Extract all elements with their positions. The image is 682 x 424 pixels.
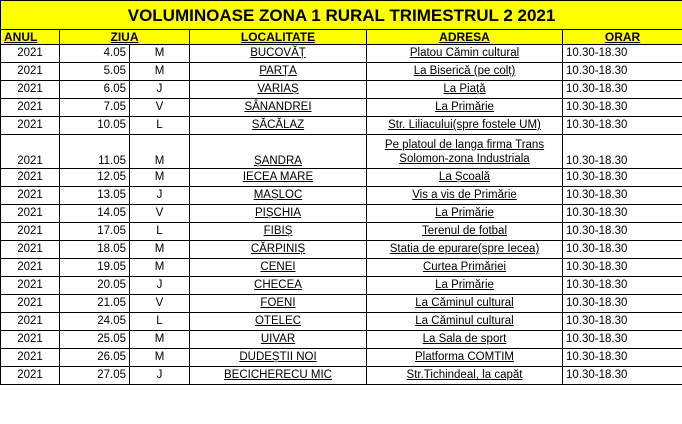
- locality-cell[interactable]: DUDEȘTII NOI: [190, 349, 367, 367]
- header-address[interactable]: ADRESA: [367, 30, 563, 45]
- weekday-cell[interactable]: M: [130, 169, 190, 187]
- table-row: [1, 277, 682, 295]
- header-row: [1, 30, 682, 45]
- table-row: [1, 45, 682, 63]
- weekday-cell[interactable]: M: [130, 349, 190, 367]
- year-cell[interactable]: 2021: [1, 241, 60, 259]
- locality-cell[interactable]: SĂCĂLAZ: [190, 117, 367, 135]
- hours-cell[interactable]: 10.30-18.30: [563, 277, 682, 295]
- address-cell[interactable]: La Școală: [367, 169, 563, 187]
- table-row: [1, 117, 682, 135]
- weekday-cell[interactable]: J: [130, 187, 190, 205]
- address-cell[interactable]: La Primărie: [367, 205, 563, 223]
- table-row: [1, 223, 682, 241]
- address-cell[interactable]: Curtea Primăriei: [367, 259, 563, 277]
- weekday-cell[interactable]: L: [130, 223, 190, 241]
- date-cell[interactable]: 18.05: [60, 241, 130, 259]
- locality-cell[interactable]: SÂNANDREI: [190, 99, 367, 117]
- year-cell[interactable]: 2021: [1, 99, 60, 117]
- date-cell[interactable]: 27.05: [60, 367, 130, 385]
- hours-cell[interactable]: 10.30-18.30: [563, 63, 682, 81]
- hours-cell[interactable]: 10.30-18.30: [563, 223, 682, 241]
- address-cell[interactable]: La Sala de sport: [367, 331, 563, 349]
- locality-cell[interactable]: IECEA MARE: [190, 169, 367, 187]
- hours-cell[interactable]: 10.30-18.30: [563, 45, 682, 63]
- year-cell[interactable]: 2021: [1, 169, 60, 187]
- hours-cell[interactable]: 10.30-18.30: [563, 187, 682, 205]
- table-row: [1, 135, 682, 169]
- weekday-cell[interactable]: M: [130, 63, 190, 81]
- year-cell[interactable]: 2021: [1, 135, 60, 169]
- table-row: [1, 169, 682, 187]
- address-cell[interactable]: Terenul de fotbal: [367, 223, 563, 241]
- date-cell[interactable]: 10.05: [60, 117, 130, 135]
- hours-cell[interactable]: 10.30-18.30: [563, 259, 682, 277]
- weekday-cell[interactable]: V: [130, 99, 190, 117]
- locality-cell[interactable]: VARIAȘ: [190, 81, 367, 99]
- locality-cell[interactable]: FIBIȘ: [190, 223, 367, 241]
- header-schedule[interactable]: ORAR: [563, 30, 682, 45]
- hours-cell[interactable]: 10.30-18.30: [563, 169, 682, 187]
- date-cell[interactable]: 12.05: [60, 169, 130, 187]
- weekday-cell[interactable]: M: [130, 241, 190, 259]
- date-cell[interactable]: 17.05: [60, 223, 130, 241]
- table-row: [1, 331, 682, 349]
- table-row: [1, 295, 682, 313]
- date-cell[interactable]: 13.05: [60, 187, 130, 205]
- weekday-cell[interactable]: L: [130, 313, 190, 331]
- table-row: [1, 241, 682, 259]
- table-row: [1, 187, 682, 205]
- table-row: [1, 99, 682, 117]
- weekday-cell[interactable]: M: [130, 259, 190, 277]
- date-cell[interactable]: 25.05: [60, 331, 130, 349]
- date-cell[interactable]: 26.05: [60, 349, 130, 367]
- year-cell[interactable]: 2021: [1, 45, 60, 63]
- address-cell[interactable]: Pe platoul de langa firma Trans Solomon-zona Industriala: [367, 135, 563, 169]
- hours-cell[interactable]: 10.30-18.30: [563, 349, 682, 367]
- table-row: [1, 313, 682, 331]
- year-cell[interactable]: 2021: [1, 295, 60, 313]
- weekday-cell[interactable]: V: [130, 295, 190, 313]
- date-cell[interactable]: 19.05: [60, 259, 130, 277]
- weekday-cell[interactable]: M: [130, 331, 190, 349]
- address-cell[interactable]: La Primărie: [367, 99, 563, 117]
- hours-cell[interactable]: 10.30-18.30: [563, 81, 682, 99]
- year-cell[interactable]: 2021: [1, 331, 60, 349]
- date-cell[interactable]: 21.05: [60, 295, 130, 313]
- year-cell[interactable]: 2021: [1, 313, 60, 331]
- locality-cell[interactable]: ȘANDRA: [190, 135, 367, 169]
- locality-cell[interactable]: BUCOVĂȚ: [190, 45, 367, 63]
- date-cell[interactable]: 6.05: [60, 81, 130, 99]
- weekday-cell[interactable]: L: [130, 117, 190, 135]
- locality-cell[interactable]: UIVAR: [190, 331, 367, 349]
- hours-cell[interactable]: 10.30-18.30: [563, 99, 682, 117]
- weekday-cell[interactable]: M: [130, 45, 190, 63]
- hours-cell[interactable]: 10.30-18.30: [563, 241, 682, 259]
- table-row: [1, 349, 682, 367]
- weekday-cell[interactable]: J: [130, 277, 190, 295]
- hours-cell[interactable]: 10.30-18.30: [563, 295, 682, 313]
- hours-cell[interactable]: 10.30-18.30: [563, 135, 682, 169]
- date-cell[interactable]: 7.05: [60, 99, 130, 117]
- address-cell[interactable]: Vis a vis de Primărie: [367, 187, 563, 205]
- locality-cell[interactable]: CENEI: [190, 259, 367, 277]
- table-row: [1, 259, 682, 277]
- locality-cell[interactable]: BECICHERECU MIC: [190, 367, 367, 385]
- sheet-title[interactable]: VOLUMINOASE ZONA 1 RURAL TRIMESTRUL 2 2021: [1, 1, 682, 30]
- weekday-cell[interactable]: M: [130, 135, 190, 169]
- table-row: [1, 367, 682, 385]
- address-cell[interactable]: Str. Liliacului(spre fostele UM): [367, 117, 563, 135]
- year-cell[interactable]: 2021: [1, 367, 60, 385]
- year-cell[interactable]: 2021: [1, 223, 60, 241]
- hours-cell[interactable]: 10.30-18.30: [563, 367, 682, 385]
- locality-cell[interactable]: FOENI: [190, 295, 367, 313]
- date-cell[interactable]: 14.05: [60, 205, 130, 223]
- weekday-cell[interactable]: V: [130, 205, 190, 223]
- address-cell[interactable]: La Căminul cultural: [367, 313, 563, 331]
- header-year[interactable]: ANUL: [1, 30, 60, 45]
- header-locality[interactable]: LOCALITATE: [190, 30, 367, 45]
- year-cell[interactable]: 2021: [1, 277, 60, 295]
- table-row: [1, 81, 682, 99]
- header-day[interactable]: ZIUA: [60, 30, 190, 45]
- date-cell[interactable]: 11.05: [60, 135, 130, 169]
- locality-cell[interactable]: PARȚA: [190, 63, 367, 81]
- year-cell[interactable]: 2021: [1, 117, 60, 135]
- locality-cell[interactable]: CHECEA: [190, 277, 367, 295]
- year-cell[interactable]: 2021: [1, 187, 60, 205]
- address-cell[interactable]: Statia de epurare(spre Iecea): [367, 241, 563, 259]
- date-cell[interactable]: 4.05: [60, 45, 130, 63]
- date-cell[interactable]: 20.05: [60, 277, 130, 295]
- year-cell[interactable]: 2021: [1, 81, 60, 99]
- table-row: [1, 205, 682, 223]
- year-cell[interactable]: 2021: [1, 259, 60, 277]
- year-cell[interactable]: 2021: [1, 349, 60, 367]
- address-cell[interactable]: Str.Tichindeal, la capăt: [367, 367, 563, 385]
- table-row: [1, 63, 682, 81]
- address-cell[interactable]: La Primărie: [367, 277, 563, 295]
- hours-cell[interactable]: 10.30-18.30: [563, 117, 682, 135]
- locality-cell[interactable]: PIȘCHIA: [190, 205, 367, 223]
- year-cell[interactable]: 2021: [1, 63, 60, 81]
- address-cell[interactable]: Platforma COMTIM: [367, 349, 563, 367]
- address-cell[interactable]: La Piață: [367, 81, 563, 99]
- address-cell[interactable]: La Biserică (pe colț): [367, 63, 563, 81]
- weekday-cell[interactable]: J: [130, 81, 190, 99]
- hours-cell[interactable]: 10.30-18.30: [563, 205, 682, 223]
- date-cell[interactable]: 24.05: [60, 313, 130, 331]
- locality-cell[interactable]: MAȘLOC: [190, 187, 367, 205]
- hours-cell[interactable]: 10.30-18.30: [563, 331, 682, 349]
- address-cell[interactable]: La Căminul cultural: [367, 295, 563, 313]
- hours-cell[interactable]: 10.30-18.30: [563, 313, 682, 331]
- address-cell[interactable]: Platou Cămin cultural: [367, 45, 563, 63]
- date-cell[interactable]: 5.05: [60, 63, 130, 81]
- locality-cell[interactable]: OTELEC: [190, 313, 367, 331]
- year-cell[interactable]: 2021: [1, 205, 60, 223]
- weekday-cell[interactable]: J: [130, 367, 190, 385]
- locality-cell[interactable]: CĂRPINIȘ: [190, 241, 367, 259]
